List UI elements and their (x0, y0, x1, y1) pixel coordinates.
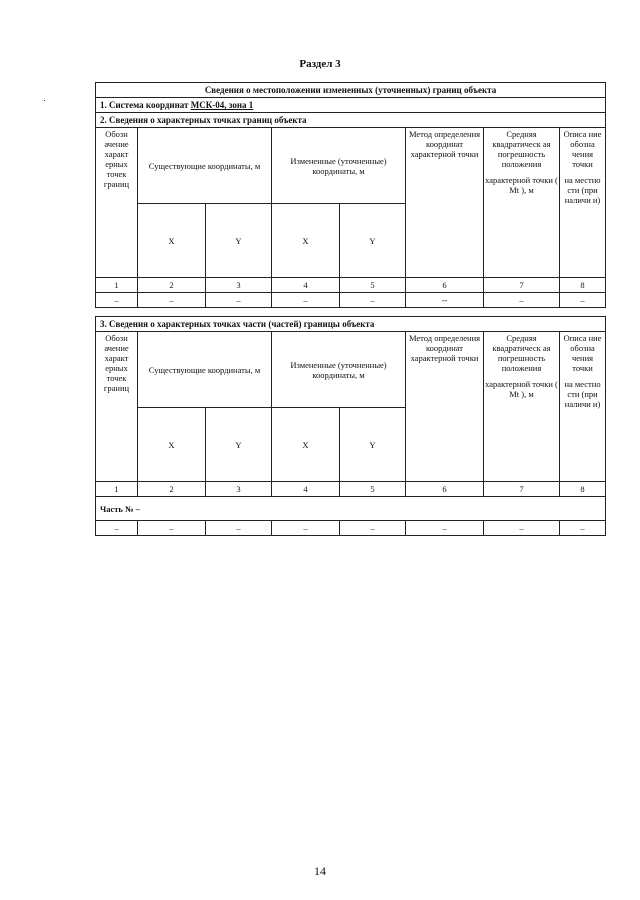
table-cell: – (138, 293, 206, 308)
block2-col-error-bottom: характерной точки ( Mt ), м (485, 175, 558, 195)
table-cell: 5 (340, 278, 406, 293)
block2-col-desc (560, 128, 606, 278)
page-number: 14 (314, 864, 326, 878)
block3-x-changed: X (272, 408, 340, 482)
block3-title: 3. Сведения о характерных точках части (частей) границы объекта (96, 317, 606, 332)
table-cell: – (484, 521, 560, 536)
table-cell: – (560, 293, 606, 308)
block2-col-desc-top: Описа ние обозна чения точки (563, 129, 602, 169)
table-cell: – (138, 521, 206, 536)
table-cell: 2 (138, 278, 206, 293)
table-title: Сведения о местоположении измененных (уточненных) границ объекта (96, 83, 606, 98)
table-cell: 3 (206, 482, 272, 497)
table-cell: – (272, 521, 340, 536)
block2-col-error (484, 128, 560, 278)
block3-col-desc-top: Описа ние обозна чения точки (563, 333, 602, 373)
block3-y-changed: Y (340, 408, 406, 482)
coordinate-system-row (96, 98, 606, 113)
table-cell: 8 (560, 278, 606, 293)
block3-col-designation: Обозн ачение характ ерных точек границ (96, 332, 138, 482)
scan-speck (44, 100, 45, 101)
block2-col-method: Метод определения координат характерной точки (406, 128, 484, 278)
boundary-points-table (95, 82, 606, 308)
table-cell: 7 (484, 278, 560, 293)
block3-col-error (484, 332, 560, 482)
table-cell: 3 (206, 278, 272, 293)
block2-y-changed: Y (340, 204, 406, 278)
coordinate-system-prefix: 1. Система координат (100, 100, 189, 110)
table-cell: – (206, 521, 272, 536)
block2-title: 2. Сведения о характерных точках границ объекта (96, 113, 606, 128)
section-title: Раздел 3 (299, 58, 341, 70)
block3-col-desc (560, 332, 606, 482)
block2-x-changed: X (272, 204, 340, 278)
block2-col-changed: Измененные (уточненные) координаты, м (272, 128, 406, 204)
table-cell: 5 (340, 482, 406, 497)
table-cell: 6 (406, 482, 484, 497)
table-cell: – (206, 293, 272, 308)
block2-col-error-top: Средняя квадратическ ая погрешность положения (492, 129, 551, 169)
table-cell: – (560, 521, 606, 536)
table-cell: 2 (138, 482, 206, 497)
block3-y-existing: Y (206, 408, 272, 482)
table-cell: 8 (560, 482, 606, 497)
table-cell: – (96, 521, 138, 536)
table-cell: – (340, 521, 406, 536)
block3-col-error-bottom: характерной точки ( Mt ), м (485, 379, 558, 399)
table-cell: – (406, 521, 484, 536)
block2-data-row (96, 293, 606, 308)
block2-x-existing: X (138, 204, 206, 278)
block2-col-desc-bottom: на местно сти (при наличи и) (564, 175, 601, 205)
coordinate-system-value: МСК-04, зона 1 (190, 100, 254, 110)
block3-number-row (96, 482, 606, 497)
block3-data-row (96, 521, 606, 536)
block3-col-error-top: Средняя квадратическ ая погрешность положения (492, 333, 551, 373)
block3-part-label: Часть № – (96, 497, 606, 521)
block3-col-changed: Измененные (уточненные) координаты, м (272, 332, 406, 408)
table-cell: 4 (272, 278, 340, 293)
block2-col-designation: Обозн ачение характ ерных точек границ (96, 128, 138, 278)
block3-col-desc-bottom: на местно сти (при наличи и) (564, 379, 601, 409)
table-cell: 1 (96, 278, 138, 293)
table-cell: – (272, 293, 340, 308)
table-cell: 1 (96, 482, 138, 497)
block3-col-existing: Существующие координаты, м (138, 332, 272, 408)
block3-col-method: Метод определения координат характерной точки (406, 332, 484, 482)
table-cell: – (96, 293, 138, 308)
block2-col-existing: Существующие координаты, м (138, 128, 272, 204)
table-cell: -- (406, 293, 484, 308)
table-cell: 7 (484, 482, 560, 497)
table-cell: – (340, 293, 406, 308)
table-cell: 6 (406, 278, 484, 293)
block2-y-existing: Y (206, 204, 272, 278)
block3-x-existing: X (138, 408, 206, 482)
table-cell: – (484, 293, 560, 308)
part-boundary-points-table (95, 316, 606, 536)
table-cell: 4 (272, 482, 340, 497)
block2-number-row (96, 278, 606, 293)
